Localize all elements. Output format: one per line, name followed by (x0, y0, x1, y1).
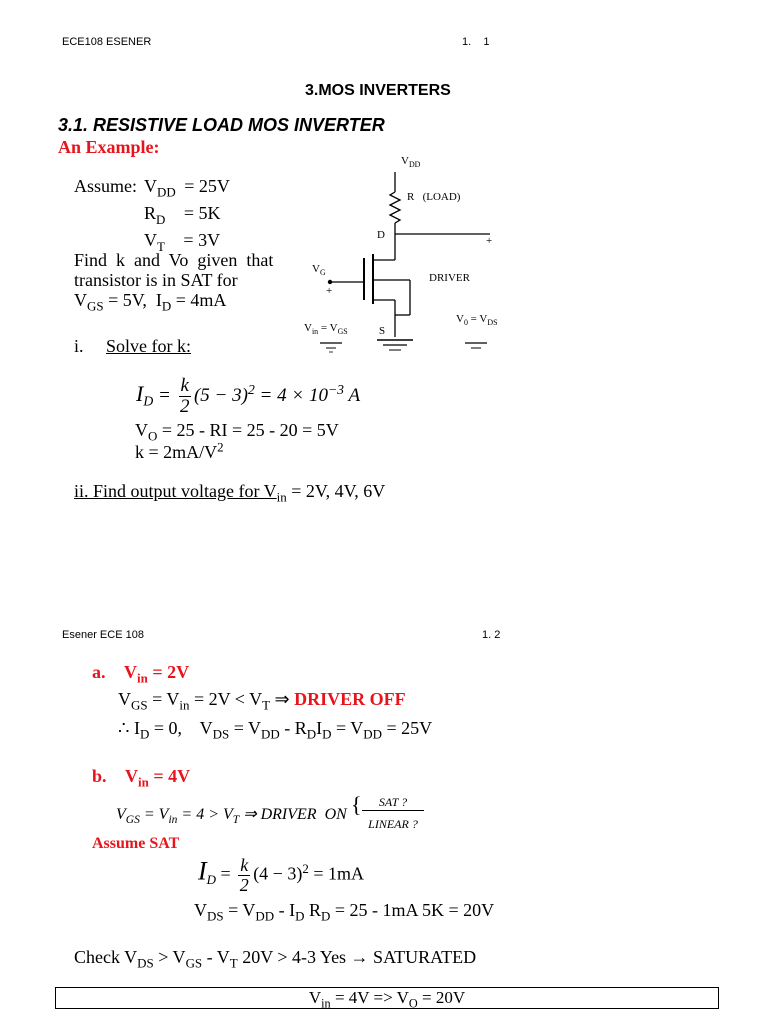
k-result: $k = 2mA/V^2$ (135, 439, 224, 462)
id-equation-2: $I_D$ = $\frac{k}{2}$ $(4 - 3)^2 = 1mA$ (198, 855, 364, 895)
case-sat-option: SAT ? (362, 795, 424, 811)
solve-step: i. Solve for k: (74, 336, 192, 356)
find-line-1: Find k and Vo given that (74, 250, 274, 270)
vds-result: $V_{DS} = V_{DD} - I_D$ $R_D = 25 - 1mA$ 5K = 20V (194, 900, 495, 924)
gate-plus-sign: + (326, 285, 333, 297)
header-page-number: 1. 1 (462, 36, 490, 48)
resistor-label: R (LOAD) (407, 191, 461, 203)
case-brace: { (351, 792, 362, 817)
section-title: 3.1. RESISTIVE LOAD MOS INVERTER (58, 115, 385, 135)
driver-label: DRIVER (429, 272, 470, 284)
find-line-2: transistor is in SAT for (74, 270, 238, 290)
case-a-title: a. $V_{in} = 2V$ (92, 662, 190, 686)
find-output-step: ii. Find output voltage for $V_{in} = 2V$, 4V, 6V (74, 481, 386, 505)
output-plus-sign: + (486, 235, 493, 247)
assume-sat-label: Assume SAT (92, 835, 180, 852)
vdd-label: $V_{DD}$ (401, 155, 421, 169)
case-a-line-2: ∴ $I_D = 0$, $V_{DS} = V_{DD} - R_DI_D = V_{DD} = 25V$ (118, 718, 433, 742)
find-line-3: $V_{GS} = 5V$, $I_D = 4mA$ (74, 290, 227, 314)
chapter-title: 3.MOS INVERTERS (305, 82, 451, 99)
id-equation: $I_D$ = $\frac{k}{2}$ $(5 - 3)^2 = 4 \times 10^{-3}$ A (136, 375, 361, 417)
mos-inverter-circuit (290, 150, 530, 370)
vg-label: $V_G$ (312, 263, 326, 277)
vo-result: $V_O = 25$ - RI = 25 - 20 = 5V (135, 420, 339, 444)
header-left: ECE108 ESENER (62, 36, 152, 48)
vo-label: $V_0 = V_{DS}$ (456, 313, 498, 327)
page2-header-page-number: 1. 2 (482, 629, 501, 641)
subsection-title: An Example: (58, 137, 160, 157)
assume-label: Assume: (74, 176, 137, 196)
assume-vt: $V_T = 3V$ (144, 230, 221, 254)
case-linear-option: LINEAR ? (368, 817, 418, 831)
result-box: $V_{in} = 4V => V_O = 20V$ (55, 987, 719, 1009)
assume-rd: $R_D = 5K$ (144, 203, 221, 227)
page2-header-left: Esener ECE 108 (62, 629, 144, 641)
case-b-title: b. $V_{in} = 4V$ (92, 766, 191, 790)
saturation-check: Check $V_{DS} > V_{GS} - V_T$ 20V > 4-3 Yes → SATURATED (74, 947, 477, 971)
case-a-line-1: $V_{GS} = V_{in} = 2V < V_T$ ⇒ DRIVER OFF (118, 689, 406, 713)
assume-vdd: $V_{DD} = 25V$ (144, 176, 230, 200)
vin-label: $V_{in} = V_{GS}$ (304, 322, 348, 336)
load-resistor (390, 192, 400, 223)
source-label: S (379, 325, 386, 337)
case-b-line-1: $V_{GS} = V_{in} = 4 > V_T$ ⇒ DRIVER ON (116, 806, 347, 827)
drain-label: D (377, 229, 385, 241)
